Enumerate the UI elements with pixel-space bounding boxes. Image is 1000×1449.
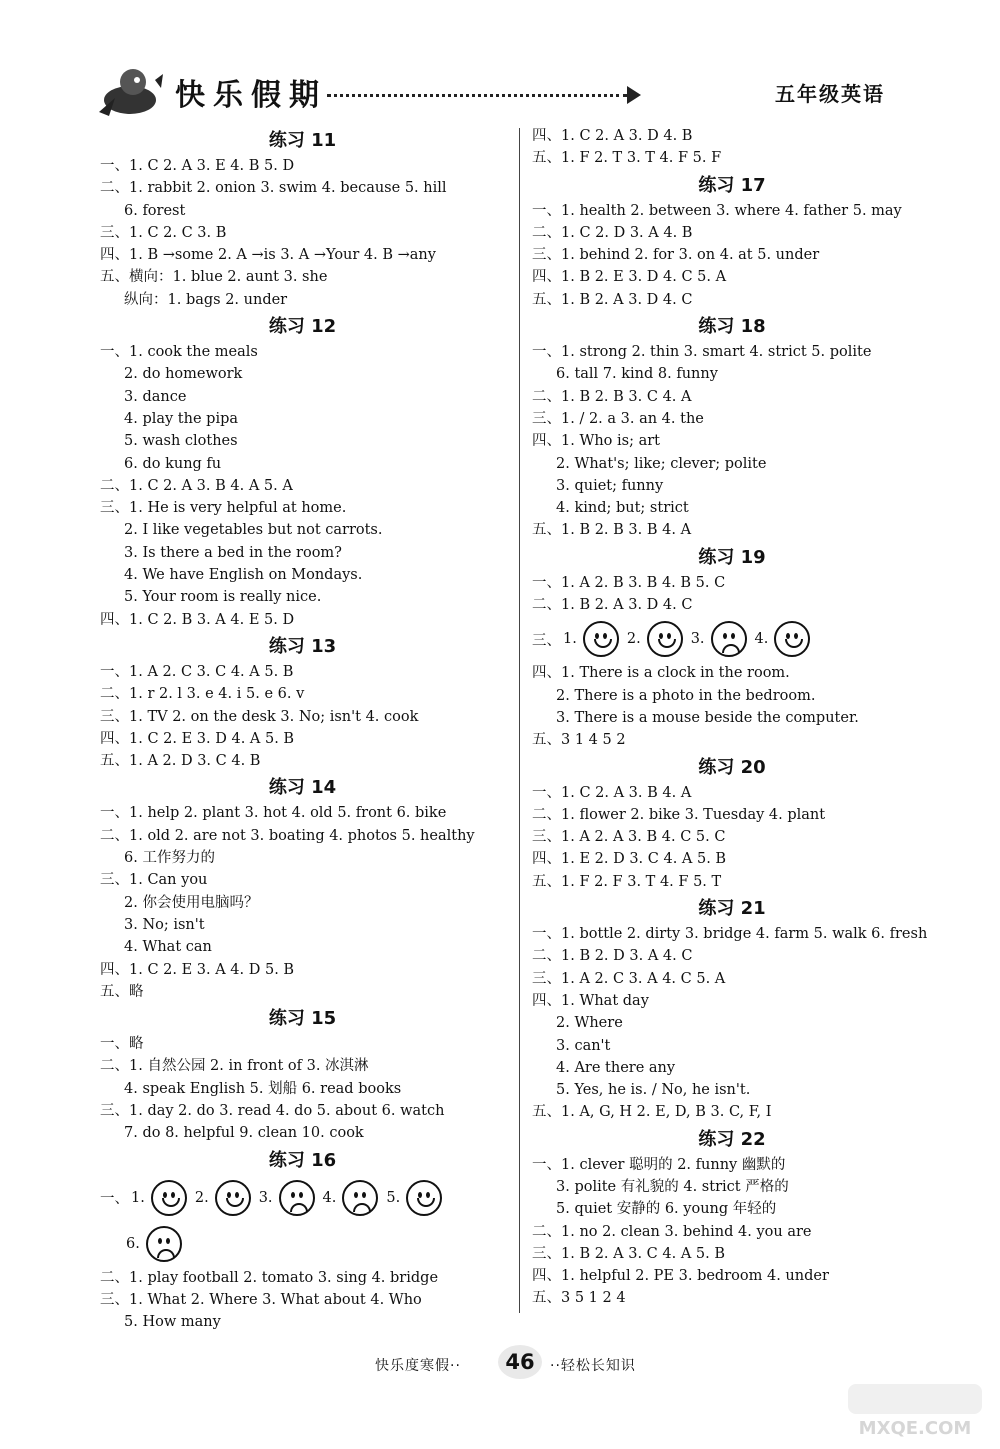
- answer-line: 3. polite 有礼貌的 4. strict 严格的: [556, 1178, 789, 1195]
- grade-subject-label: 五年级英语: [775, 82, 885, 106]
- exercise-section: [532, 754, 932, 893]
- answer-line: 7. do 8. helpful 9. clean 10. cook: [124, 1125, 364, 1142]
- exercise-title: 练习 19: [698, 546, 766, 568]
- answer-line: 6. do kung fu: [124, 455, 222, 472]
- right-column: [532, 125, 932, 1310]
- footer-slogan-right: ··轻松长知识: [550, 1358, 636, 1374]
- answer-line: 3. No; isn't: [124, 916, 205, 933]
- face-number-label: 2.: [194, 1189, 209, 1206]
- answer-line: 一、1. bottle 2. dirty 3. bridge 4. farm 5. walk 6. fresh: [532, 926, 928, 943]
- answer-line: 二、1. B 2. B 3. C 4. A: [532, 388, 692, 405]
- face-number-label: 5.: [386, 1189, 401, 1206]
- face-answer-row: [100, 1175, 505, 1221]
- answer-line: 三、1. What 2. Where 3. What about 4. Who: [100, 1291, 422, 1308]
- answer-line: 三、1. B 2. A 3. C 4. A 5. B: [532, 1245, 726, 1262]
- answer-line: 一、1. cook the meals: [100, 344, 258, 361]
- answer-line: 2. I like vegetables but not carrots.: [124, 522, 383, 539]
- answer-line: 2. What's; like; clever; polite: [556, 455, 767, 472]
- footer-slogan-left: 快乐度寒假··: [375, 1358, 461, 1374]
- answer-line: 4. We have English on Mondays.: [124, 567, 363, 584]
- exercise-title: 练习 17: [698, 174, 766, 196]
- answer-line: 三、1. day 2. do 3. read 4. do 5. about 6. watch: [100, 1102, 445, 1119]
- answer-line: 四、1. C 2. B 3. A 4. E 5. D: [100, 611, 295, 628]
- answer-line: 6. 工作努力的: [124, 850, 215, 867]
- exercise-title: 练习 21: [698, 898, 766, 920]
- answer-line: 五、1. B 2. B 3. B 4. A: [532, 522, 692, 539]
- answer-line: 一、1. A 2. C 3. C 4. A 5. B: [100, 663, 294, 680]
- face-number-label: 4.: [322, 1189, 337, 1206]
- answer-line: 三、1. He is very helpful at home.: [100, 500, 347, 517]
- sad-face-icon: [279, 1180, 315, 1216]
- answer-line: 二、1. B 2. D 3. A 4. C: [532, 948, 693, 965]
- answer-line: 纵向：1. bags 2. under: [124, 291, 288, 308]
- answer-line: 6. tall 7. kind 8. funny: [556, 366, 718, 383]
- header-dotted-line: [327, 94, 627, 97]
- answer-line: 四、1. There is a clock in the room.: [532, 665, 790, 682]
- answer-line: 5. wash clothes: [124, 433, 238, 450]
- exercise-section: [100, 1005, 505, 1144]
- answer-line: 二、1. C 2. D 3. A 4. B: [532, 224, 693, 241]
- answer-line: 二、1. play football 2. tomato 3. sing 4. bridge: [100, 1269, 439, 1286]
- answer-line: 5. Your room is really nice.: [124, 589, 322, 606]
- exercise-section: [100, 633, 505, 772]
- answer-line: 五、1. F 2. T 3. T 4. F 5. F: [532, 150, 722, 167]
- exercise-title: 练习 15: [268, 1008, 337, 1030]
- exercise-section: [100, 313, 505, 631]
- answer-line: 四、1. B 2. E 3. D 4. C 5. A: [532, 269, 727, 286]
- answer-line: 五、3 5 1 2 4: [532, 1290, 626, 1307]
- smiley-face-icon: [151, 1180, 187, 1216]
- smiley-face-icon: [406, 1180, 442, 1216]
- sad-face-icon: [342, 1180, 378, 1216]
- answer-line: 四、1. What day: [532, 992, 649, 1009]
- answer-line: 三、1. C 2. C 3. B: [100, 224, 227, 241]
- answer-line: 五、3 1 4 5 2: [532, 732, 626, 749]
- face-number-label: 3.: [690, 631, 705, 648]
- answer-line: 一、略: [100, 1036, 144, 1053]
- smiley-face-icon: [774, 621, 810, 657]
- answer-line: 四、1. B →some 2. A →is 3. A →Your 4. B →any: [100, 247, 436, 264]
- answer-line: 四、1. E 2. D 3. C 4. A 5. B: [532, 851, 727, 868]
- answer-line: 二、1. flower 2. bike 3. Tuesday 4. plant: [532, 806, 826, 823]
- answer-line: 4. speak English 5. 划船 6. read books: [124, 1080, 402, 1097]
- smiley-face-icon: [647, 621, 683, 657]
- answer-line: 二、1. r 2. l 3. e 4. i 5. e 6. v: [100, 686, 305, 703]
- answer-line: 3. dance: [124, 388, 187, 405]
- face-answer-row: [532, 616, 932, 662]
- exercise-section: [100, 774, 505, 1003]
- watermark-text: MXQE.COM: [858, 1418, 972, 1439]
- answer-line: 三、1. A 2. A 3. B 4. C 5. C: [532, 829, 726, 846]
- row-prefix: 一、: [100, 1191, 129, 1208]
- face-number-label: 1.: [563, 631, 577, 648]
- answer-line: 4. Are there any: [556, 1059, 676, 1076]
- answer-line: 一、1. C 2. A 3. B 4. A: [532, 784, 692, 801]
- answer-line: 2. do homework: [124, 366, 243, 383]
- sad-face-icon: [711, 621, 747, 657]
- answer-line: 五、1. A, G, H 2. E, D, B 3. C, F, I: [532, 1104, 772, 1121]
- answer-line: 二、1. old 2. are not 3. boating 4. photos 5. healthy: [100, 827, 475, 844]
- sad-face-icon: [146, 1226, 182, 1262]
- watermark-logo: [830, 1380, 1000, 1440]
- answer-line: 三、1. / 2. a 3. an 4. the: [532, 410, 704, 427]
- exercise-title: 练习 22: [698, 1128, 766, 1150]
- face-number-label: 3.: [258, 1189, 273, 1206]
- answer-line: 2. Where: [556, 1015, 623, 1032]
- answer-line: 4. kind; but; strict: [556, 500, 689, 517]
- page-number: 46: [498, 1345, 542, 1379]
- exercise-title: 练习 16: [268, 1149, 337, 1171]
- answer-line: 四、1. helpful 2. PE 3. bedroom 4. under: [532, 1268, 829, 1285]
- answer-line: 4. play the pipa: [124, 410, 239, 427]
- answer-line: 五、横向：1. blue 2. aunt 3. she: [100, 269, 328, 286]
- answer-line: 三、1. TV 2. on the desk 3. No; isn't 4. cook: [100, 708, 419, 725]
- answer-line: 5. How many: [124, 1314, 221, 1331]
- answer-line: 一、1. clever 聪明的 2. funny 幽默的: [532, 1156, 786, 1173]
- row-prefix: 三、: [532, 632, 561, 649]
- answer-line: 四、1. C 2. E 3. D 4. A 5. B: [100, 730, 295, 747]
- smiley-face-icon: [583, 621, 619, 657]
- face-number-label: 1.: [131, 1189, 145, 1206]
- answer-line: 一、1. strong 2. thin 3. smart 4. strict 5. polite: [532, 344, 872, 361]
- answer-line: 5. Yes, he is. / No, he isn't.: [556, 1082, 751, 1099]
- answer-line: 3. quiet; funny: [556, 477, 664, 494]
- page-footer: [0, 1345, 1000, 1385]
- answer-line: 四、1. C 2. A 3. D 4. B: [532, 128, 693, 144]
- answer-line: 二、1. no 2. clean 3. behind 4. you are: [532, 1223, 812, 1240]
- exercise-title: 练习 12: [268, 316, 337, 338]
- exercise-section: [100, 127, 505, 311]
- answer-line: 一、1. health 2. between 3. where 4. father 5. may: [532, 202, 902, 219]
- column-divider: [519, 128, 520, 1313]
- answer-line: 五、略: [100, 983, 144, 1000]
- exercise-title: 练习 18: [698, 316, 766, 338]
- answer-line: 三、1. behind 2. for 3. on 4. at 5. under: [532, 247, 820, 264]
- exercise-title: 练习 20: [698, 756, 766, 778]
- answer-line: 3. There is a mouse beside the computer.: [556, 709, 859, 726]
- answer-line: 四、1. Who is; art: [532, 433, 661, 450]
- answer-line: 二、1. C 2. A 3. B 4. A 5. A: [100, 477, 293, 494]
- brand-title: 快乐假期: [175, 78, 327, 113]
- answer-line: 5. quiet 安静的 6. young 年轻的: [556, 1201, 777, 1218]
- answer-line: 五、1. F 2. F 3. T 4. F 5. T: [532, 873, 722, 890]
- answer-line: 二、1. 自然公园 2. in front of 3. 冰淇淋: [100, 1058, 369, 1075]
- face-number-label: 4.: [754, 631, 769, 648]
- exercise-title: 练习 11: [268, 130, 337, 151]
- face-number-label: 6.: [126, 1235, 140, 1252]
- answer-line: 2. There is a photo in the bedroom.: [556, 687, 816, 704]
- answer-line: 2. 你会使用电脑吗？: [124, 894, 259, 911]
- answer-line: 三、1. Can you: [100, 872, 208, 889]
- page-header: [95, 60, 885, 120]
- exercise-section: [532, 895, 932, 1124]
- exercise-section: [532, 544, 932, 752]
- exercise-section: [100, 1147, 505, 1334]
- answer-line: 二、1. rabbit 2. onion 3. swim 4. because 5. hill: [100, 180, 447, 197]
- answer-line: 二、1. B 2. A 3. D 4. C: [532, 597, 693, 614]
- answer-line: 五、1. A 2. D 3. C 4. B: [100, 753, 261, 770]
- answer-line: 4. What can: [124, 939, 212, 956]
- exercise-title: 练习 14: [268, 777, 337, 799]
- mascot-logo-icon: [95, 60, 165, 118]
- answer-line: 3. Is there a bed in the room?: [124, 544, 342, 561]
- face-number-label: 2.: [626, 631, 641, 648]
- smiley-face-icon: [215, 1180, 251, 1216]
- exercise-section: [532, 125, 932, 170]
- answer-line: 一、1. C 2. A 3. E 4. B 5. D: [100, 158, 295, 174]
- answer-line: 三、1. A 2. C 3. A 4. C 5. A: [532, 970, 726, 987]
- answer-line: 一、1. help 2. plant 3. hot 4. old 5. front 6. bike: [100, 805, 447, 822]
- answer-line: 四、1. C 2. E 3. A 4. D 5. B: [100, 961, 295, 978]
- exercise-title: 练习 13: [268, 635, 337, 657]
- answer-line: 一、1. A 2. B 3. B 4. B 5. C: [532, 574, 726, 591]
- left-column: [100, 125, 505, 1333]
- answer-line: 五、1. B 2. A 3. D 4. C: [532, 291, 693, 308]
- exercise-section: [532, 1126, 932, 1310]
- header-arrow-icon: [627, 86, 641, 104]
- exercise-section: [532, 172, 932, 311]
- face-answer-row: [100, 1221, 505, 1267]
- answer-line: 3. can't: [556, 1037, 611, 1054]
- exercise-section: [532, 313, 932, 542]
- answer-line: 6. forest: [124, 202, 186, 219]
